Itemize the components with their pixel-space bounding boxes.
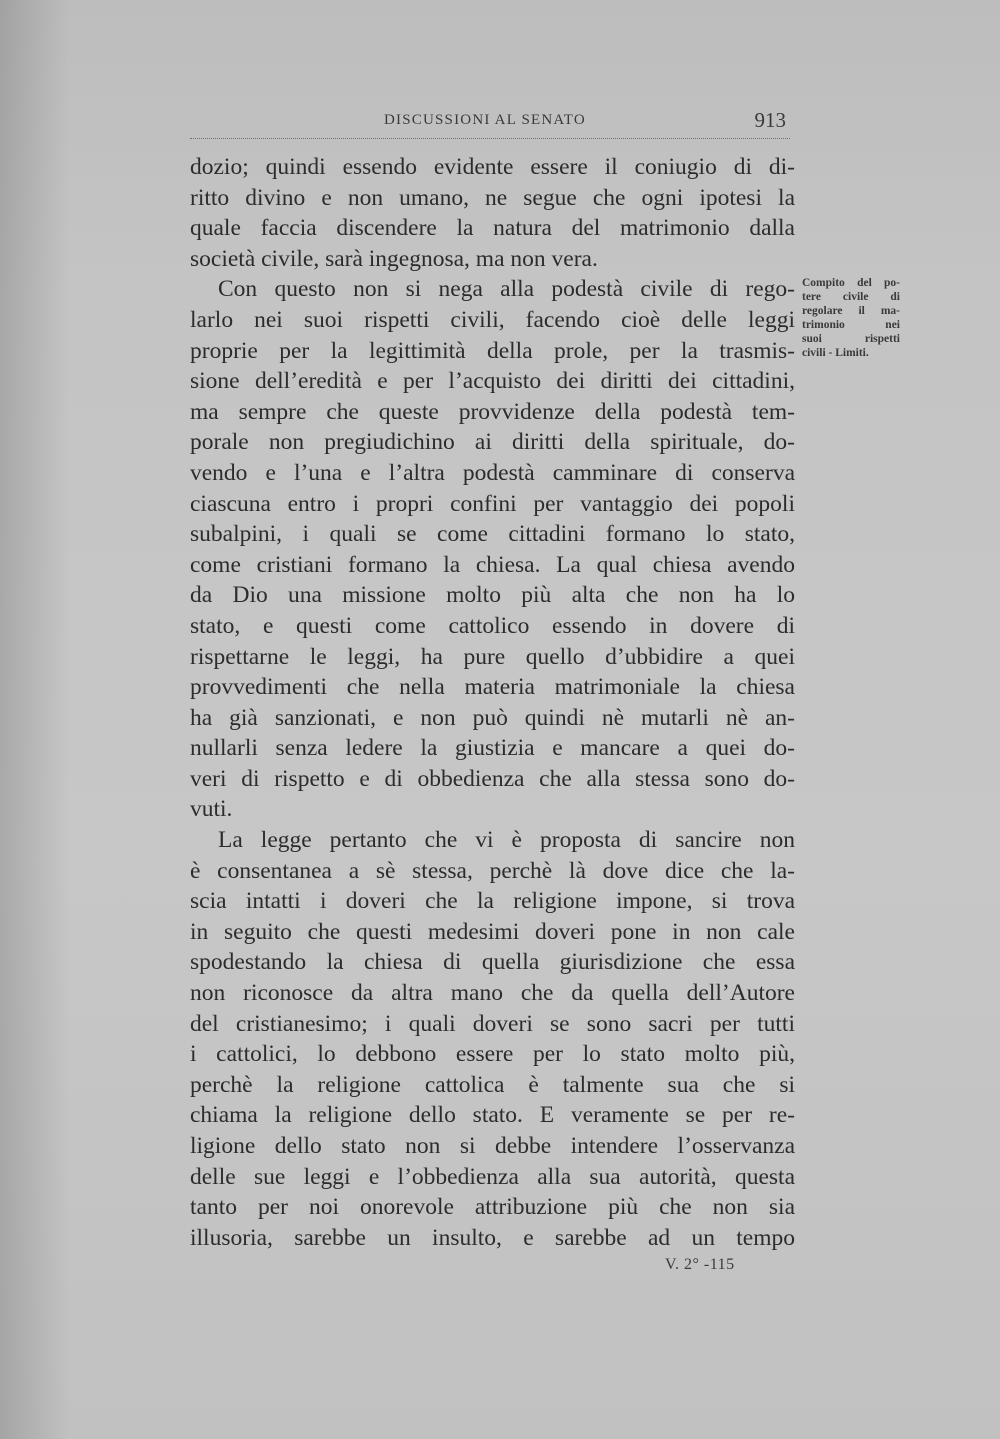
margin-note-line: regolare il ma- <box>802 305 900 317</box>
text-line: ma sempre che queste provvidenze della podestà tem- <box>190 398 795 425</box>
body-text <box>190 152 795 1253</box>
text-line: non riconosce da altra mano che da quella dell’Autore <box>190 980 795 1007</box>
paragraph-first-line: La legge pertanto che vi è proposta di sancire non <box>218 827 795 854</box>
text-line: ciascuna entro i propri confini per vantaggio dei popoli <box>190 490 795 517</box>
text-line: vendo e l’una e l’altra podestà camminare di conserva <box>190 459 795 486</box>
text-line: come cristiani formano la chiesa. La qual chiesa avendo <box>190 551 795 578</box>
text-line: ligione dello stato non si debbe intendere l’osservanza <box>190 1133 795 1159</box>
text-line: proprie per la legittimità della prole, per la trasmis- <box>190 337 795 364</box>
header-rule <box>190 138 790 139</box>
text-line: rispettarne le leggi, ha pure quello d’ubbidire a quei <box>190 643 795 670</box>
text-line: scia intatti i doveri che la religione impone, si trova <box>190 888 795 915</box>
text-line: larlo nei suoi rispetti civili, facendo cioè delle leggi <box>190 306 795 333</box>
text-line: perchè la religione cattolica è talmente sua che si <box>190 1071 795 1098</box>
text-line: subalpini, i quali se come cittadini formano lo stato, <box>190 521 795 548</box>
margin-note-line: suoi rispetti <box>802 333 900 345</box>
text-line: i cattolici, lo debbono essere per lo stato molto più, <box>190 1041 795 1068</box>
text-line: quale faccia discendere la natura del matrimonio dalla <box>190 215 795 242</box>
text-line: illusoria, sarebbe un insulto, e sarebbe ad un tempo <box>190 1224 795 1251</box>
text-line: chiama la religione dello stato. E veramente se per re- <box>190 1102 795 1129</box>
text-line: è consentanea a sè stessa, perchè là dove dice che la- <box>190 857 795 884</box>
text-line: delle sue leggi e l’obbedienza alla sua autorità, questa <box>190 1163 795 1190</box>
text-line: veri di rispetto e di obbedienza che alla stessa sono do- <box>190 765 795 792</box>
running-title: DISCUSSIONI AL SENATO <box>384 112 586 128</box>
text-line: sione dell’eredità e per l’acquisto dei diritti dei cittadini, <box>190 368 795 395</box>
text-line: vuti. <box>190 796 233 823</box>
margin-note-line: trimonio nei <box>802 319 900 331</box>
text-line: tanto per noi onorevole attribuzione più che non sia <box>190 1194 795 1221</box>
text-line: provvedimenti che nella materia matrimoniale la chiesa <box>190 674 795 701</box>
text-line: porale non pregiudichino ai diritti della spirituale, do- <box>190 429 795 456</box>
text-line: del cristianesimo; i quali doveri se sono sacri per tutti <box>190 1010 795 1037</box>
margin-note-line: tere civile di <box>802 291 900 303</box>
text-line: nullarli senza ledere la giustizia e mancare a quei do- <box>190 735 795 762</box>
text-line: spodestando la chiesa di quella giurisdizione che essa <box>190 949 795 976</box>
text-line: ha già sanzionati, e non può quindi nè mutarli nè an- <box>190 704 795 731</box>
page-edge-shadow <box>0 0 70 1439</box>
paragraph-first-line: Con questo non si nega alla podestà civile di rego- <box>218 276 795 303</box>
page-number: 913 <box>754 108 786 132</box>
text-line: da Dio una missione molto più alta che non ha lo <box>190 582 795 609</box>
margin-note <box>802 276 900 360</box>
text-line: società civile, sarà ingegnosa, ma non vera. <box>190 245 598 272</box>
text-line: stato, e questi come cattolico essendo in dovere di <box>190 612 795 639</box>
margin-note-line: civili - Limiti. <box>802 347 869 359</box>
text-line: dozio; quindi essendo evidente essere il coniugio di di- <box>190 154 795 180</box>
page-header <box>190 108 790 148</box>
signature-mark: V. 2° -115 <box>665 1256 735 1273</box>
margin-note-line: Compito del po- <box>802 277 900 289</box>
text-line: in seguito che questi medesimi doveri pone in non cale <box>190 918 795 945</box>
text-line: ritto divino e non umano, ne segue che ogni ipotesi la <box>190 184 795 211</box>
